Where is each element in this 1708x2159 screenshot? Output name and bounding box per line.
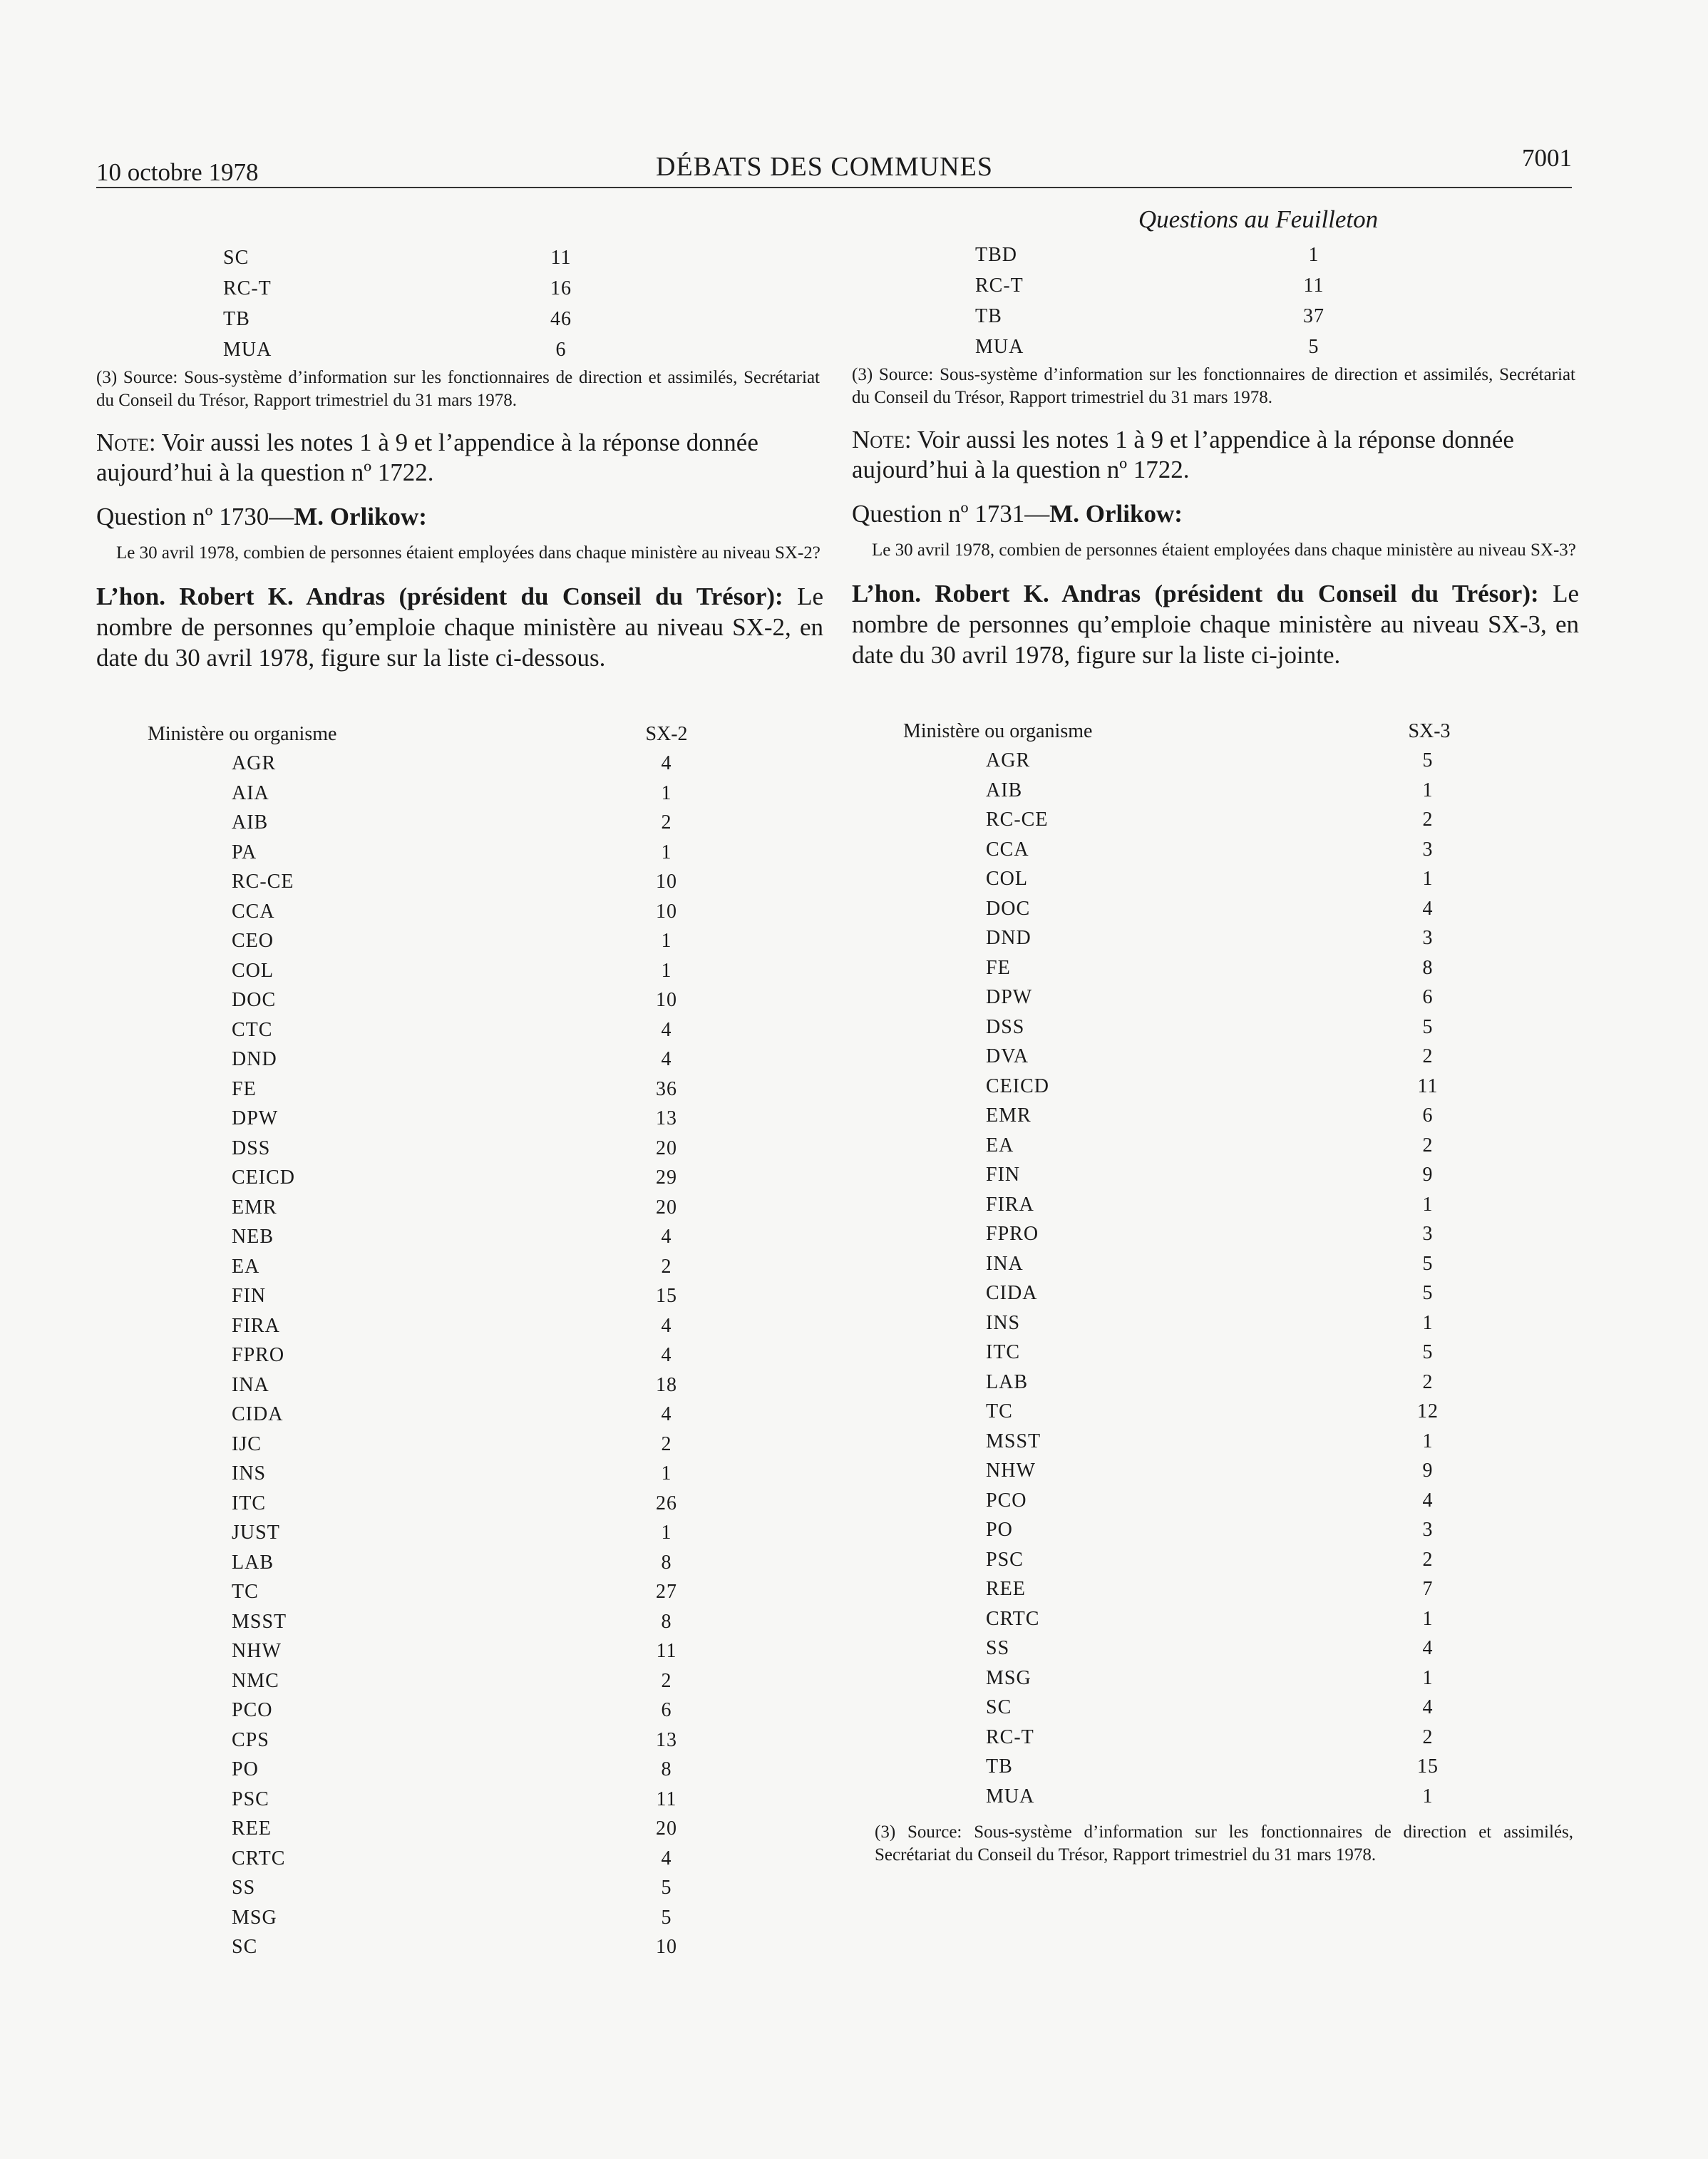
row-count: 1 — [1422, 1311, 1434, 1334]
continued-table-right — [852, 240, 1579, 362]
row-count: 2 — [661, 1669, 672, 1692]
table-row — [96, 1548, 823, 1578]
question-number: Question nº 1731— — [852, 500, 1050, 528]
row-count: 8 — [661, 1551, 672, 1574]
column-header-sx2: SX-2 — [645, 723, 688, 745]
table-row — [852, 805, 1579, 835]
table-row — [96, 1222, 823, 1252]
row-count: 9 — [1422, 1164, 1434, 1186]
row-organization: CIDA — [986, 1282, 1038, 1304]
row-count: 4 — [661, 1344, 672, 1366]
table-row — [96, 1340, 823, 1370]
question-heading-1730 — [96, 502, 823, 532]
row-organization: CTC — [232, 1018, 273, 1041]
column-header-ministry: Ministère ou organisme — [148, 723, 337, 745]
row-organization: TBD — [975, 244, 1017, 266]
row-count: 4 — [1422, 1696, 1434, 1718]
row-organization: SS — [986, 1637, 1010, 1659]
row-count: 1 — [1422, 1430, 1434, 1452]
row-count: 8 — [661, 1610, 672, 1633]
row-count: 36 — [656, 1077, 677, 1100]
table-row — [96, 334, 823, 365]
question-asker: M. Orlikow: — [294, 503, 427, 530]
table-row — [96, 808, 823, 838]
page-number: 7001 — [1522, 144, 1572, 172]
row-count: 4 — [661, 1847, 672, 1870]
row-organization: TB — [223, 308, 250, 330]
row-count: 9 — [1422, 1460, 1434, 1482]
row-organization: MSG — [232, 1906, 277, 1929]
row-count: 4 — [1422, 1489, 1434, 1512]
row-organization: FIRA — [986, 1193, 1034, 1216]
row-count: 12 — [1417, 1400, 1439, 1422]
row-count: 6 — [661, 1699, 672, 1721]
answer-1731 — [852, 578, 1579, 670]
row-organization: DSS — [986, 1015, 1025, 1038]
row-organization: CRTC — [232, 1847, 286, 1870]
table-row — [852, 894, 1579, 924]
row-organization: MUA — [986, 1785, 1035, 1807]
row-count: 3 — [1422, 927, 1434, 949]
row-organization: FE — [232, 1077, 257, 1100]
row-organization: PA — [232, 841, 257, 863]
row-organization: CPS — [232, 1728, 269, 1751]
row-organization: CEICD — [986, 1075, 1049, 1097]
right-column — [852, 200, 1579, 1867]
note-label: Note: — [96, 429, 156, 456]
row-organization: COL — [232, 959, 274, 982]
row-count: 5 — [1422, 1341, 1434, 1363]
table-row — [96, 304, 823, 334]
row-organization: IJC — [232, 1432, 262, 1455]
row-count: 26 — [656, 1492, 677, 1514]
row-count: 1 — [1422, 868, 1434, 890]
table-row — [96, 1844, 823, 1874]
row-count: 46 — [550, 308, 572, 330]
row-organization: INA — [232, 1373, 269, 1396]
table-row — [96, 1045, 823, 1075]
table-row — [852, 1634, 1579, 1663]
row-organization: NEB — [232, 1226, 274, 1248]
row-organization: JUST — [232, 1522, 280, 1544]
row-count: 2 — [1422, 1134, 1434, 1157]
row-organization: DND — [232, 1048, 277, 1070]
row-count: 5 — [1422, 1015, 1434, 1038]
table-row — [96, 1370, 823, 1400]
row-count: 3 — [1422, 1519, 1434, 1541]
row-organization: ITC — [232, 1492, 267, 1514]
table-row — [96, 1814, 823, 1844]
table-row — [96, 779, 823, 809]
table-row — [852, 1486, 1579, 1516]
row-count: 5 — [1422, 1252, 1434, 1275]
sx2-table — [96, 720, 823, 1962]
row-organization: SS — [232, 1877, 256, 1899]
table-row — [852, 1545, 1579, 1575]
row-organization: CRTC — [986, 1607, 1040, 1630]
row-organization: DPW — [986, 986, 1033, 1008]
table-row — [96, 1785, 823, 1815]
row-count: 16 — [550, 277, 572, 299]
answer-speaker: L’hon. Robert K. Andras (président du Conseil du Trésor): — [96, 583, 783, 610]
row-count: 13 — [656, 1728, 677, 1751]
header-title: DÉBATS DES COMMUNES — [656, 152, 993, 182]
sx2-table-body — [96, 749, 823, 1962]
row-organization: REE — [232, 1817, 272, 1840]
row-organization: DND — [986, 927, 1032, 949]
row-count: 10 — [656, 900, 677, 923]
table-row — [96, 1459, 823, 1489]
row-organization: MUA — [223, 339, 272, 361]
row-count: 5 — [1422, 749, 1434, 771]
source-note-right-end: (3) Source: Sous-système d’information sur les fonctionnaires de direction et assimilés, Secrétariat du Conseil du Trésor, Rapport trimestriel du 31 mars 1978. — [875, 1822, 1573, 1865]
table-row — [96, 1518, 823, 1548]
row-organization: EMR — [986, 1104, 1032, 1127]
header-rule — [96, 187, 1572, 188]
row-organization: RC-T — [975, 275, 1024, 297]
row-organization: TB — [986, 1755, 1013, 1778]
row-organization: PCO — [232, 1699, 273, 1721]
row-organization: EA — [986, 1134, 1014, 1157]
column-header-ministry: Ministère ou organisme — [903, 720, 1093, 742]
row-count: 13 — [656, 1107, 677, 1129]
row-organization: SC — [986, 1696, 1012, 1718]
table-row — [96, 1134, 823, 1164]
table-row — [96, 867, 823, 897]
row-organization: ITC — [986, 1341, 1021, 1363]
row-organization: AIB — [232, 811, 269, 834]
note-text: Voir aussi les notes 1 à 9 et l’appendice à la réponse donnée aujourd’hui à la question nº 1722. — [852, 426, 1514, 483]
table-row — [852, 1752, 1579, 1782]
row-organization: FE — [986, 956, 1011, 979]
row-organization: TB — [975, 305, 1002, 327]
table-row — [96, 1400, 823, 1430]
table-row — [852, 1663, 1579, 1693]
row-organization: DOC — [232, 989, 277, 1011]
row-organization: PO — [986, 1519, 1013, 1541]
table-row — [96, 956, 823, 986]
row-count: 20 — [656, 1137, 677, 1159]
table-row — [852, 746, 1579, 776]
table-row — [96, 1903, 823, 1933]
question-heading-1731 — [852, 499, 1579, 529]
source-note-right: (3) Source: Sous-système d’information sur les fonctionnaires de direction et assimilés, Secrétariat du Conseil du Trésor, Rapport trimestriel du 31 mars 1978. — [852, 365, 1575, 407]
row-count: 6 — [1422, 986, 1434, 1008]
row-count: 1 — [661, 841, 672, 863]
row-count: 11 — [656, 1640, 677, 1662]
row-organization: CEO — [232, 930, 274, 952]
table-row — [96, 1163, 823, 1193]
answer-text: Le nombre de personnes qu’emploie chaque ministère au niveau SX-2, en date du 30 avril 1978, figure sur la liste ci-dessous. — [96, 583, 823, 672]
answer-1730 — [96, 581, 823, 673]
table-row — [852, 953, 1579, 983]
answer-speaker: L’hon. Robert K. Andras (président du Conseil du Trésor): — [852, 580, 1539, 607]
row-count: 37 — [1303, 305, 1324, 327]
row-count: 4 — [661, 1226, 672, 1248]
table-row — [852, 1072, 1579, 1102]
table-row — [852, 835, 1579, 865]
table-row — [852, 1219, 1579, 1249]
sx3-table-header — [852, 717, 1579, 746]
row-organization: EA — [232, 1255, 260, 1278]
table-row — [852, 1160, 1579, 1190]
row-organization: NHW — [986, 1460, 1036, 1482]
row-organization: SC — [232, 1936, 258, 1958]
table-row — [852, 1427, 1579, 1457]
sx3-table-body — [852, 746, 1579, 1811]
table-row — [96, 1932, 823, 1962]
row-count: 2 — [661, 1255, 672, 1278]
row-count: 4 — [661, 1018, 672, 1041]
row-count: 11 — [1303, 275, 1324, 297]
row-organization: COL — [986, 868, 1028, 890]
row-organization: FPRO — [232, 1344, 285, 1366]
row-count: 2 — [1422, 809, 1434, 831]
table-row — [96, 273, 823, 304]
table-row — [852, 1456, 1579, 1486]
row-count: 29 — [656, 1166, 677, 1189]
page-header — [96, 144, 1572, 187]
row-organization: PCO — [986, 1489, 1027, 1512]
row-organization: DVA — [986, 1045, 1029, 1067]
row-count: 1 — [661, 1522, 672, 1544]
row-organization: RC-CE — [986, 809, 1049, 831]
row-count: 1 — [1422, 1785, 1434, 1807]
row-count: 5 — [1422, 1282, 1434, 1304]
row-count: 10 — [656, 989, 677, 1011]
table-row — [852, 1338, 1579, 1368]
row-count: 4 — [1422, 1637, 1434, 1659]
table-row — [96, 749, 823, 779]
row-count: 11 — [1417, 1075, 1439, 1097]
row-organization: CEICD — [232, 1166, 295, 1189]
question-asker: M. Orlikow: — [1049, 500, 1183, 528]
row-organization: NHW — [232, 1640, 282, 1662]
row-organization: LAB — [232, 1551, 274, 1574]
table-row — [852, 983, 1579, 1012]
row-count: 18 — [656, 1373, 677, 1396]
table-row — [96, 1281, 823, 1311]
row-count: 15 — [1417, 1755, 1439, 1778]
row-organization: INA — [986, 1252, 1024, 1275]
table-row — [96, 1015, 823, 1045]
row-count: 1 — [661, 781, 672, 804]
continued-table-left — [96, 200, 823, 365]
table-row — [96, 1193, 823, 1223]
row-organization: INS — [232, 1462, 267, 1484]
row-count: 8 — [1422, 956, 1434, 979]
table-row — [852, 1042, 1579, 1072]
table-row — [96, 1666, 823, 1696]
row-organization: PO — [232, 1758, 259, 1780]
row-count: 27 — [656, 1581, 677, 1603]
row-organization: PSC — [232, 1788, 269, 1810]
row-organization: REE — [986, 1578, 1026, 1600]
row-count: 10 — [656, 1936, 677, 1958]
table-row — [96, 1577, 823, 1607]
question-text-1730: Le 30 avril 1978, combien de personnes étaient employées dans chaque ministère au niveau SX-2? — [116, 543, 820, 563]
row-organization: FIN — [986, 1164, 1021, 1186]
row-organization: MSST — [986, 1430, 1041, 1452]
table-row — [96, 1607, 823, 1637]
row-count: 6 — [1422, 1104, 1434, 1127]
row-count: 15 — [656, 1285, 677, 1307]
row-count: 1 — [1308, 244, 1319, 266]
source-note-left: (3) Source: Sous-système d’information sur les fonctionnaires de direction et assimilés, Secrétariat du Conseil du Trésor, Rapport trimestriel du 31 mars 1978. — [96, 368, 820, 410]
row-organization: AGR — [986, 749, 1031, 771]
row-count: 1 — [661, 930, 672, 952]
row-count: 4 — [661, 1048, 672, 1070]
table-row — [852, 1012, 1579, 1042]
row-organization: MSST — [232, 1610, 287, 1633]
table-row — [96, 897, 823, 927]
question-number: Question nº 1730— — [96, 503, 294, 530]
table-row — [852, 923, 1579, 953]
row-organization: MSG — [986, 1666, 1032, 1689]
table-row — [852, 332, 1579, 362]
row-count: 20 — [656, 1817, 677, 1840]
row-organization: LAB — [986, 1370, 1028, 1393]
row-organization: EMR — [232, 1196, 277, 1219]
row-organization: INS — [986, 1311, 1021, 1334]
row-count: 20 — [656, 1196, 677, 1219]
table-row — [96, 1489, 823, 1519]
row-organization: DOC — [986, 897, 1031, 920]
table-row — [852, 301, 1579, 332]
row-organization: AGR — [232, 752, 277, 774]
row-organization: MUA — [975, 336, 1024, 358]
row-count: 2 — [661, 1432, 672, 1455]
table-row — [852, 1308, 1579, 1338]
row-count: 2 — [1422, 1045, 1434, 1067]
row-organization: FIN — [232, 1285, 267, 1307]
note-text: Voir aussi les notes 1 à 9 et l’appendice à la réponse donnée aujourd’hui à la question nº 1722. — [96, 429, 758, 486]
table-row — [96, 1636, 823, 1666]
row-count: 3 — [1422, 838, 1434, 861]
row-organization: DPW — [232, 1107, 279, 1129]
row-organization: CCA — [986, 838, 1029, 861]
row-count: 5 — [1308, 336, 1319, 358]
table-row — [852, 1723, 1579, 1753]
table-row — [852, 1693, 1579, 1723]
table-row — [852, 776, 1579, 806]
row-count: 4 — [661, 1403, 672, 1425]
sx2-table-header — [96, 720, 823, 749]
table-row — [852, 1131, 1579, 1161]
table-row — [96, 1873, 823, 1903]
question-text-1731: Le 30 avril 1978, combien de personnes étaient employées dans chaque ministère au niveau SX-3? — [872, 540, 1576, 560]
table-row — [96, 1430, 823, 1460]
row-count: 1 — [661, 959, 672, 982]
table-row — [96, 926, 823, 956]
row-count: 1 — [1422, 1666, 1434, 1689]
row-organization: PSC — [986, 1548, 1024, 1571]
table-row — [852, 1782, 1579, 1812]
table-row — [852, 1397, 1579, 1427]
table-row — [96, 1075, 823, 1104]
row-organization: AIA — [232, 781, 269, 804]
row-count: 2 — [1422, 1725, 1434, 1748]
row-count: 2 — [1422, 1548, 1434, 1571]
row-count: 8 — [661, 1758, 672, 1780]
row-count: 11 — [656, 1788, 677, 1810]
row-organization: FPRO — [986, 1223, 1039, 1245]
table-row — [96, 1755, 823, 1785]
row-organization: RC-T — [223, 277, 272, 299]
row-count: 2 — [661, 811, 672, 834]
table-row — [852, 1515, 1579, 1545]
row-count: 11 — [550, 247, 572, 269]
note-right — [852, 425, 1579, 485]
row-count: 4 — [661, 1314, 672, 1337]
table-row — [852, 1278, 1579, 1308]
table-row — [852, 240, 1579, 270]
table-row — [852, 1249, 1579, 1279]
row-organization: DSS — [232, 1137, 271, 1159]
row-organization: RC-CE — [232, 871, 294, 893]
note-left — [96, 428, 823, 488]
table-row — [852, 1368, 1579, 1398]
row-count: 1 — [1422, 1607, 1434, 1630]
table-row — [96, 1104, 823, 1134]
row-count: 1 — [661, 1462, 672, 1484]
sx3-table — [852, 717, 1579, 1811]
row-organization: CCA — [232, 900, 275, 923]
table-row — [96, 1725, 823, 1755]
row-count: 2 — [1422, 1370, 1434, 1393]
row-count: 1 — [1422, 779, 1434, 801]
answer-text: Le nombre de personnes qu’emploie chaque ministère au niveau SX-3, en date du 30 avril 1978, figure sur la liste ci-jointe. — [852, 580, 1579, 669]
table-row — [96, 985, 823, 1015]
table-row — [852, 270, 1579, 301]
row-count: 3 — [1422, 1223, 1434, 1245]
table-row — [852, 1101, 1579, 1131]
row-organization: SC — [223, 247, 249, 269]
left-column — [96, 200, 823, 1962]
table-row — [96, 1696, 823, 1725]
table-row — [96, 1252, 823, 1282]
row-organization: AIB — [986, 779, 1023, 801]
running-head: Questions au Feuilleton — [1138, 205, 1379, 233]
row-count: 5 — [661, 1877, 672, 1899]
row-count: 4 — [661, 752, 672, 774]
table-row — [852, 1574, 1579, 1604]
table-row — [852, 864, 1579, 894]
row-count: 7 — [1422, 1578, 1434, 1600]
row-count: 6 — [555, 339, 567, 361]
row-organization: TC — [232, 1581, 259, 1603]
row-organization: RC-T — [986, 1725, 1034, 1748]
row-count: 1 — [1422, 1193, 1434, 1216]
table-row — [852, 1190, 1579, 1220]
note-label: Note: — [852, 426, 912, 453]
row-count: 4 — [1422, 897, 1434, 920]
row-count: 10 — [656, 871, 677, 893]
column-header-sx3: SX-3 — [1408, 720, 1451, 742]
row-organization: FIRA — [232, 1314, 280, 1337]
table-row — [96, 242, 823, 273]
table-row — [852, 1604, 1579, 1634]
table-row — [96, 1311, 823, 1341]
row-organization: CIDA — [232, 1403, 284, 1425]
header-date: 10 octobre 1978 — [96, 158, 259, 186]
row-organization: NMC — [232, 1669, 279, 1692]
row-count: 5 — [661, 1906, 672, 1929]
table-row — [96, 838, 823, 868]
row-organization: TC — [986, 1400, 1013, 1422]
